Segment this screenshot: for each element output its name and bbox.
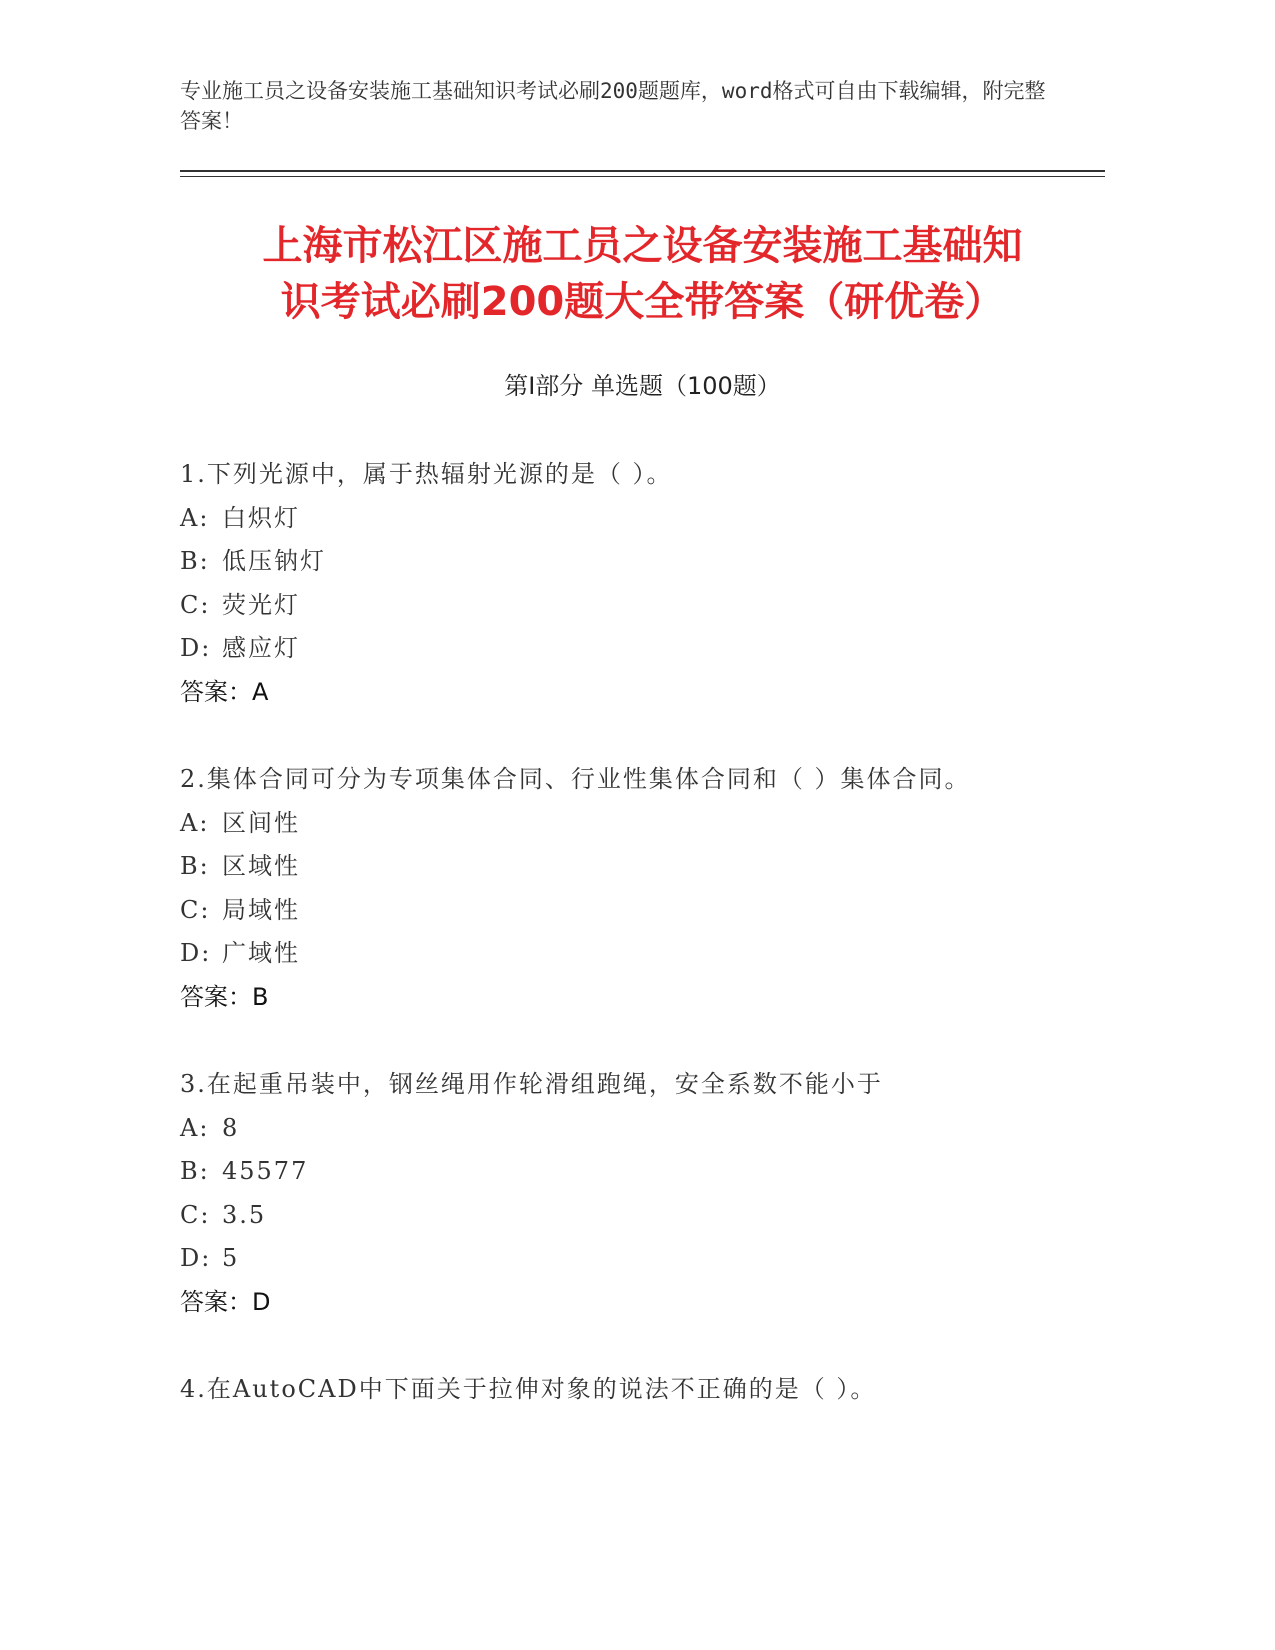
answer-line (180, 671, 1105, 715)
option-b (180, 1150, 1105, 1194)
option-text: 8 (222, 1113, 240, 1142)
option-d (180, 932, 1105, 976)
option-text: 区域性 (222, 852, 300, 880)
option-c (180, 889, 1105, 933)
option-text: 感应灯 (222, 634, 300, 662)
option-label: D: (180, 634, 212, 662)
option-text: 局域性 (222, 895, 300, 924)
option-a (180, 1107, 1105, 1151)
question-stem: 2.集体合同可分为专项集体合同、行业性集体合同和（ ）集体合同。 (180, 765, 971, 793)
header-note: 专业施工员之设备安装施工基础知识考试必刷200题题库，word格式可自由下载编辑，附完整答案！ (180, 79, 1046, 133)
answer-value: A (252, 677, 269, 706)
option-text: 区间性 (222, 808, 300, 837)
option-label: B: (180, 852, 210, 880)
answer-line (180, 976, 1105, 1020)
answer-line (180, 1281, 1105, 1325)
option-text: 低压钠灯 (222, 547, 326, 575)
option-c (180, 584, 1105, 628)
option-d (180, 1237, 1105, 1281)
option-label: B: (180, 1157, 210, 1185)
option-b (180, 845, 1105, 889)
option-text: 5 (222, 1244, 240, 1272)
option-label: D: (180, 1244, 212, 1272)
option-label: C: (180, 895, 211, 924)
document-title-line-2: 识考试必刷200题大全带答案（研优卷） (280, 279, 1005, 325)
option-a (180, 802, 1105, 846)
question-stem: 3.在起重吊装中，钢丝绳用作轮滑组跑绳，安全系数不能小于 (180, 1070, 883, 1098)
option-text: 广域性 (222, 939, 300, 967)
question-1 (180, 453, 1105, 714)
header-divider-thin (180, 176, 1105, 177)
option-text: 白炽灯 (222, 503, 300, 532)
option-label: C: (180, 590, 211, 619)
section-title: 第Ⅰ部分 单选题（100题） (504, 372, 781, 400)
option-d (180, 627, 1105, 671)
option-label: D: (180, 939, 212, 967)
document-title (180, 218, 1105, 330)
answer-prefix: 答案： (180, 677, 252, 706)
option-text: 45577 (222, 1157, 309, 1185)
option-a (180, 497, 1105, 541)
option-b (180, 540, 1105, 584)
option-text: 荧光灯 (222, 590, 300, 619)
option-text: 3.5 (222, 1200, 267, 1229)
header-divider-thick (180, 170, 1105, 172)
answer-prefix: 答案： (180, 982, 252, 1011)
question-stem: 1.下列光源中，属于热辐射光源的是（ ）。 (180, 460, 673, 488)
document-title-line-1: 上海市松江区施工员之设备安装施工基础知 (262, 223, 1023, 269)
question-stem: 4.在AutoCAD中下面关于拉伸对象的说法不正确的是（ ）。 (180, 1375, 877, 1403)
option-label: B: (180, 547, 210, 575)
option-label: A: (180, 1113, 210, 1142)
question-4 (180, 1368, 1105, 1412)
option-label: A: (180, 808, 210, 837)
answer-value: B (252, 982, 269, 1011)
option-c (180, 1194, 1105, 1238)
answer-prefix: 答案： (180, 1287, 252, 1316)
question-2 (180, 758, 1105, 1019)
question-3 (180, 1063, 1105, 1324)
option-label: C: (180, 1200, 211, 1229)
option-label: A: (180, 503, 210, 532)
answer-value: D (252, 1287, 271, 1316)
